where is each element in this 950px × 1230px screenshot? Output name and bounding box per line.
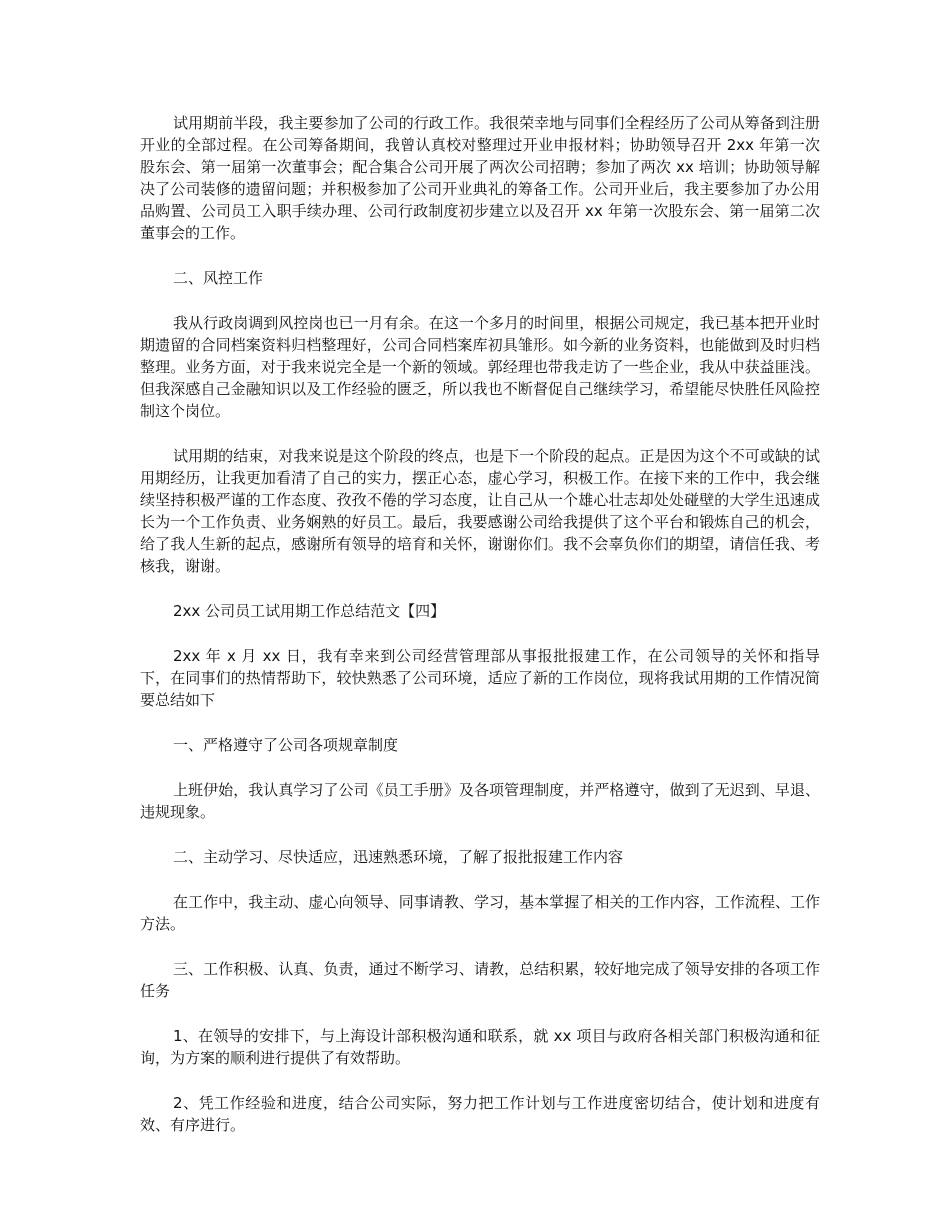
paragraph-conclusion: 试用期的结束，对我来说是这个阶段的终点，也是下一个阶段的起点。正是因为这个不可或缺的试用期经历，让我更加看清了自己的实力，摆正心态，虚心学习，积极工作。在接下来的工作中，我会继续坚持积极严谨的工作态度、孜孜不倦的学习态度，让自己从一个雄心壮志却处处碰壁的大学生迅速成长为一个工作负责、业务娴熟的好员工。最后，我要感谢公司给我提供了这个平台和锻炼自己的机会，给了我人生新的起点，感谢所有领导的培育和关怀，谢谢你们。我不会辜负你们的期望，请信任我、考核我，谢谢。 (140, 447, 820, 575)
heading-tasks: 三、工作积极、认真、负责，通过不断学习、请教，总结积累，较好地完成了领导安排的各项工作任务 (140, 960, 820, 1000)
paragraph-intro: 2xx 年 x 月 xx 日，我有幸来到公司经营管理部从事报批报建工作，在公司领导的关怀和指导下，在同事们的热情帮助下，较快熟悉了公司环境，适应了新的工作岗位，现将我试用期的工作情况简要总结如下 (140, 647, 820, 709)
document-page (140, 112, 820, 1159)
heading-rules: 一、严格遵守了公司各项规章制度 (173, 736, 399, 754)
list-item-1: 1、在领导的安排下，与上海设计部积极沟通和联系，就 xx 项目与政府各相关部门积极沟通和征询，为方案的顺利进行提供了有效帮助。 (140, 1027, 820, 1067)
heading-risk-control: 二、风控工作 (173, 269, 264, 287)
paragraph-administrative-work: 试用期前半段，我主要参加了公司的行政工作。我很荣幸地与同事们全程经历了公司从筹备到注册开业的全部过程。在公司筹备期间，我曾认真校对整理过开业申报材料；协助领导召开 2xx 年第一次股东会、第一届第一次董事会；配合集合公司开展了两次公司招聘；参加了两次 xx 培训；协助领导解决了公司装修的遗留问题；并积极参加了公司开业典礼的筹备工作。公司开业后，我主要参加了办公用品购置、公司员工入职手续办理、公司行政制度初步建立以及召开 xx 年第一次股东会、第一届第二次董事会的工作。 (140, 114, 820, 242)
paragraph-learning: 在工作中，我主动、虚心向领导、同事请教、学习，基本掌握了相关的工作内容，工作流程、工作方法。 (140, 893, 820, 933)
section-title-sample-four: 2xx 公司员工试用期工作总结范文【四】 (173, 602, 446, 620)
paragraph-risk-control: 我从行政岗调到风控岗也已一月有余。在这一个多月的时间里，根据公司规定，我已基本把开业时期遗留的合同档案资料归档整理好，公司合同档案库初具雏形。如今新的业务资料，也能做到及时归档整理。业务方面，对于我来说完全是一个新的领域。郭经理也带我走访了一些企业，我从中获益匪浅。但我深感自己金融知识以及工作经验的匮乏，所以我也不断督促自己继续学习，希望能尽快胜任风险控制这个岗位。 (140, 314, 820, 420)
list-item-2: 2、凭工作经验和进度，结合公司实际，努力把工作计划与工作进度密切结合，使计划和进度有效、有序进行。 (140, 1094, 820, 1134)
heading-learning: 二、主动学习、尽快适应，迅速熟悉环境，了解了报批报建工作内容 (173, 848, 624, 866)
paragraph-rules: 上班伊始，我认真学习了公司《员工手册》及各项管理制度，并严格遵守，做到了无迟到、早退、违规现象。 (140, 781, 820, 821)
